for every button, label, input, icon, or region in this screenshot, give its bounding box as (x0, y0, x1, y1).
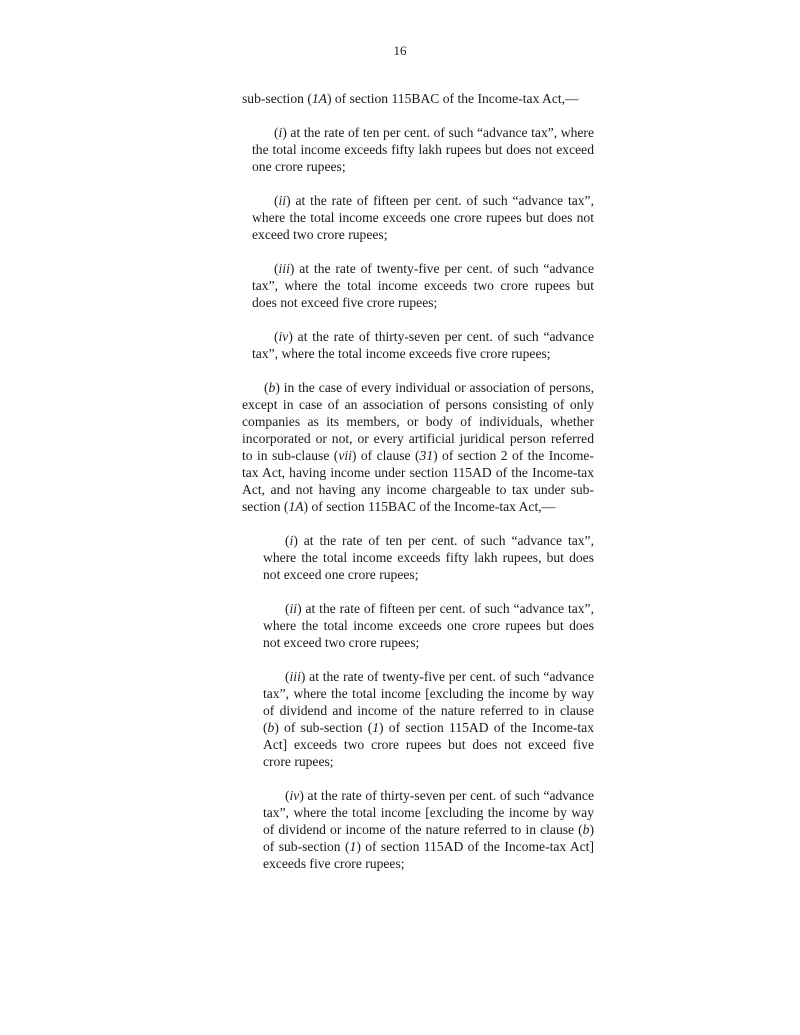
clause-b-item-i (263, 532, 594, 583)
text-run: ( (285, 788, 290, 803)
text-run: ( (274, 329, 279, 344)
text-run: ) at the rate of ten per cent. of such “advance tax”, where the total income exceeds fifty lakh rupees, but does not exceed one crore rupees; (263, 533, 594, 582)
text-run: ( (285, 533, 290, 548)
italic-reference: iii (278, 261, 290, 276)
text-run: ) at the rate of twenty-five per cent. of such “advance tax”, where the total income exceeds two crore rupees but does not exceed five crore rupees; (252, 261, 594, 310)
italic-reference: 1A (311, 91, 327, 106)
italic-reference: iii (289, 669, 301, 684)
italic-reference: i (289, 533, 294, 548)
italic-reference: 1A (288, 499, 304, 514)
clause-a-item-ii (252, 192, 594, 243)
text-run: ( (285, 601, 290, 616)
text-run: ( (285, 669, 290, 684)
clause-b-item-iv (263, 787, 594, 872)
text-run: ) at the rate of thirty-seven per cent. of such “advance tax”, where the total income exceeds five crore rupees; (252, 329, 594, 361)
intro-paragraph (242, 90, 594, 107)
clause-b-paragraph (242, 379, 594, 515)
text-run: ) at the rate of fifteen per cent. of such “advance tax”, where the total income exceeds one crore rupees but does not exceed two crore rupees; (252, 193, 594, 242)
italic-reference: iv (289, 788, 300, 803)
clause-b-item-ii (263, 600, 594, 651)
italic-reference: ii (278, 193, 287, 208)
text-run: ) at the rate of fifteen per cent. of such “advance tax”, where the total income exceeds one crore rupees but does not exceed two crore rupees; (263, 601, 594, 650)
text-run: ) in the case of every individual or association of persons, except in case of an association of persons consisting of only companies as its members, or body of individuals, whether incorporated or not, or every artificial juridical person referred to in sub-clause ( (242, 380, 594, 463)
page-number: 16 (393, 43, 407, 58)
italic-reference: 1 (372, 720, 380, 735)
text-run: ) of section 115BAC of the Income-tax Act,— (326, 91, 579, 106)
text-run: ) of section 2 of the Income-tax Act, having income under section 115AD of the Income-tax Act, and not having any income chargeable to tax under sub-section ( (242, 448, 594, 514)
text-run: ) at the rate of twenty-five per cent. of such “advance tax”, where the total income [excluding the income by way of dividend and income of the nature referred to in clause ( (263, 669, 594, 735)
text-run: sub-section ( (242, 91, 312, 106)
text-run: ( (274, 193, 279, 208)
text-run: ) of section 115BAC of the Income-tax Act,— (303, 499, 556, 514)
italic-reference: i (278, 125, 283, 140)
clause-b-item-iii (263, 668, 594, 770)
clause-a-item-i (252, 124, 594, 175)
italic-reference: b (267, 720, 275, 735)
text-run: ) of clause ( (351, 448, 420, 463)
text-run: ) at the rate of ten per cent. of such “advance tax”, where the total income exceeds fifty lakh rupees but does not exceed one crore rupees; (252, 125, 594, 174)
italic-reference: iv (278, 329, 289, 344)
clause-a-item-iv (252, 328, 594, 362)
italic-reference: 31 (419, 448, 434, 463)
italic-reference: vii (338, 448, 352, 463)
italic-reference: 1 (349, 839, 357, 854)
text-run: ) of section 115AD of the Income-tax Act] exceeds five crore rupees; (263, 839, 594, 871)
document-body (242, 90, 594, 889)
italic-reference: ii (289, 601, 298, 616)
text-run: ( (274, 261, 279, 276)
clause-a-item-iii (252, 260, 594, 311)
text-run: ( (274, 125, 279, 140)
italic-reference: b (268, 380, 276, 395)
text-run: ( (264, 380, 269, 395)
italic-reference: b (582, 822, 590, 837)
text-run: ) at the rate of thirty-seven per cent. of such “advance tax”, where the total income [excluding the income by way of dividend or income of the nature referred to in clause ( (263, 788, 594, 837)
text-run: ) of sub-section ( (274, 720, 373, 735)
text-run: ) of section 115AD of the Income-tax Act] exceeds two crore rupees but does not exceed five crore rupees; (263, 720, 594, 769)
text-run: ) of sub-section ( (263, 822, 594, 854)
